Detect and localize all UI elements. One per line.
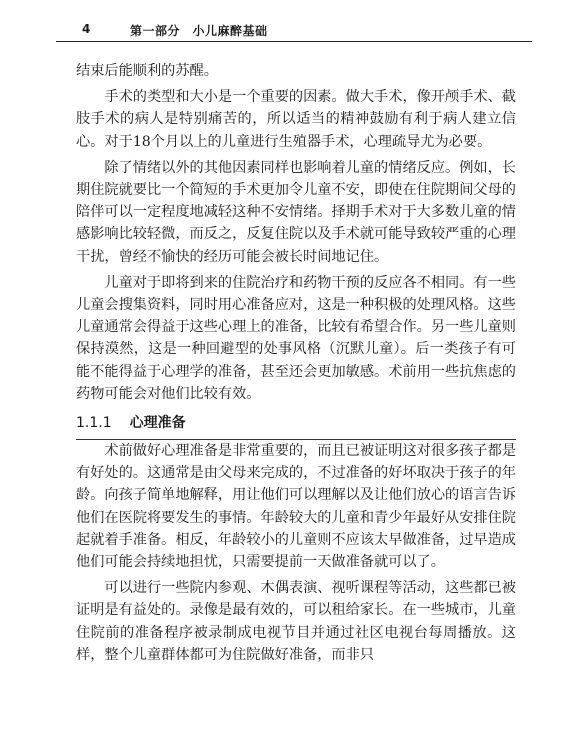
paragraph-surgery-type: 手术的类型和大小是一个重要的因素。做大手术，像开颅手术、截肢手术的病人是特别痛苦的，所以适当的精神鼓励有利于病人建立信心。对于18个月以上的儿童进行生殖器手术，心理疏导尤为必要。 (76, 89, 516, 150)
paragraph-coping-styles: 儿童对于即将到来的住院治疗和药物干预的反应各不相同。有一些儿童会搜集资料，同时用心准备应对，这是一种积极的处理风格。这些儿童通常会得益于这些心理上的准备，比较有希望合作。另一些儿童则保持漠然，这是一种回避型的处事风格（沉默儿童）。后一类孩子有可能不能得益于心理学的准备，甚至还会更加敏感。术前用一些抗焦虑的药物可能会对他们比较有效。 (76, 274, 516, 402)
header-rule (56, 41, 532, 42)
section-heading (76, 413, 516, 440)
page-number: 4 (82, 22, 91, 36)
running-title: 第一部分 小儿麻醉基础 (130, 24, 268, 38)
paragraph-activities: 可以进行一些院内参观、木偶表演、视听课程等活动，这些都已被证明是有益处的。录像是最有效的，可以租给家长。在一些城市，儿童住院前的准备程序被录制成电视节目并通过社区电视台每周播放。这样，整个儿童群体都可为住院做好准备，而非只 (76, 580, 516, 663)
paragraph-continued: 结束后能顺利的苏醒。 (76, 63, 218, 79)
page-header (56, 18, 532, 40)
section-number: 1.1.1 (76, 415, 112, 432)
paragraph-preparation: 术前做好心理准备是非常重要的，而且已被证明这对很多孩子都是有好处的。这通常是由父母来完成的，不过准备的好坏取决于孩子的年龄。向孩子简单地解释，用让他们可以理解以及让他们放心的语言告诉他们在医院将要发生的事情。年龄较大的儿童和青少年最好从安排住院起就着手准备。相反，年龄较小的儿童则不应该太早做准备，过早造成他们可能会持续地担忧，只需要提前一天做准备就可以了。 (76, 443, 516, 571)
section-title: 心理准备 (129, 415, 186, 432)
paragraph-other-factors: 除了情绪以外的其他因素同样也影响着儿童的情绪反应。例如，长期住院就要比一个简短的手术更加令儿童不安，即使在住院期间父母的陪伴可以一定程度地减轻这种不安情绪。择期手术对于大多数儿童的情感影响比较轻微，而反之，反复住院以及手术就可能导致较严重的心理干扰，曾经不愉快的经历可能会被长时间地记住。 (76, 159, 516, 265)
body-text (76, 60, 516, 666)
